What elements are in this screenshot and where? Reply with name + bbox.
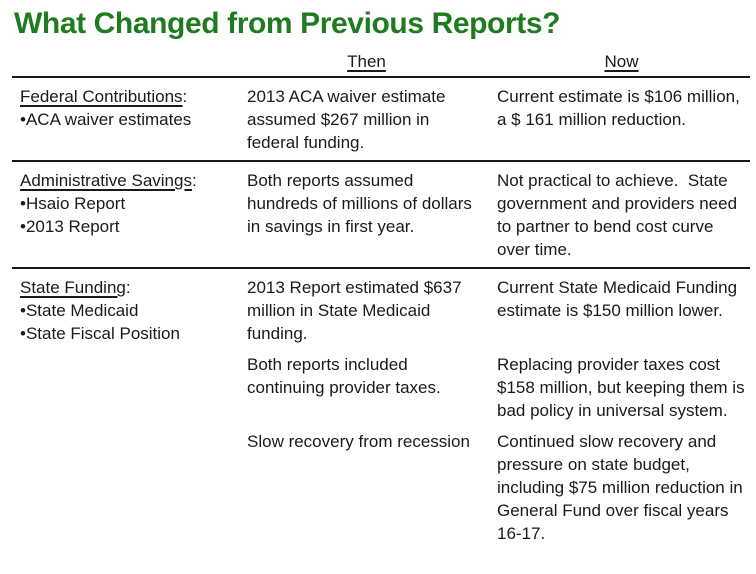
then-text: Slow recovery from recession xyxy=(247,432,470,451)
bullet-item: •2013 Report xyxy=(20,217,120,236)
now-cell xyxy=(490,169,750,261)
column-header-then: Then xyxy=(347,52,386,71)
now-text: Current State Medicaid Funding estimate is $150 million lower. xyxy=(497,278,742,320)
header-empty-cell xyxy=(12,50,240,73)
row-label-text: Administrative Savings xyxy=(20,171,192,190)
then-cell xyxy=(240,85,490,154)
bullet-item: •ACA waiver estimates xyxy=(20,110,192,129)
bullet-item: •State Medicaid xyxy=(20,301,139,320)
row-label-heading xyxy=(20,169,234,192)
row-label-heading xyxy=(20,276,234,299)
row-label-text: State Funding xyxy=(20,278,126,297)
column-header-now: Now xyxy=(604,52,639,71)
row-label-colon: : xyxy=(191,171,197,190)
slide-title: What Changed from Previous Reports? xyxy=(14,7,561,40)
now-cell xyxy=(490,85,750,154)
comparison-table xyxy=(12,50,750,551)
now-text: Continued slow recovery and pressure on state budget, including $75 million reduction in General Fund over fiscal years 16-17. xyxy=(497,432,748,543)
then-cell xyxy=(240,169,490,261)
bullet-item: •State Fiscal Position xyxy=(20,324,180,343)
now-text: Replacing provider taxes cost $158 million, but keeping them is bad policy in universal system. xyxy=(497,355,750,420)
then-text: Both reports assumed hundreds of millions of dollars in savings in first year. xyxy=(247,171,477,236)
bullet-item: •Hsaio Report xyxy=(20,194,126,213)
row-label-colon: : xyxy=(125,278,131,297)
now-text: Not practical to achieve. State government and providers need to partner to bend cost curve over time. xyxy=(497,171,742,259)
row-label-colon: : xyxy=(182,87,188,106)
row-label-state-funding xyxy=(12,276,240,345)
then-text: Both reports included continuing provider taxes. xyxy=(247,355,441,397)
then-text: 2013 ACA waiver estimate assumed $267 million in federal funding. xyxy=(247,87,451,152)
now-cell xyxy=(490,430,750,545)
then-text: 2013 Report estimated $637 million in State Medicaid funding. xyxy=(247,278,467,343)
now-text: Current estimate is $106 million, a $ 161 million reduction. xyxy=(497,87,745,129)
column-header-then-cell xyxy=(240,50,490,73)
now-cell xyxy=(490,276,750,345)
then-cell xyxy=(240,430,490,545)
then-cell xyxy=(240,276,490,345)
row-label-heading xyxy=(20,85,234,108)
table-row-administrative-savings xyxy=(12,160,750,267)
row-label-administrative-savings xyxy=(12,169,240,261)
row-label-text: Federal Contributions xyxy=(20,87,183,106)
table-header-row xyxy=(12,50,750,76)
slide xyxy=(0,6,756,574)
column-header-now-cell xyxy=(490,50,750,73)
now-cell xyxy=(490,353,750,422)
row-label-federal-contributions xyxy=(12,85,240,154)
then-cell xyxy=(240,353,490,422)
table-row-federal-contributions xyxy=(12,76,750,160)
table-row-state-funding xyxy=(12,267,750,551)
